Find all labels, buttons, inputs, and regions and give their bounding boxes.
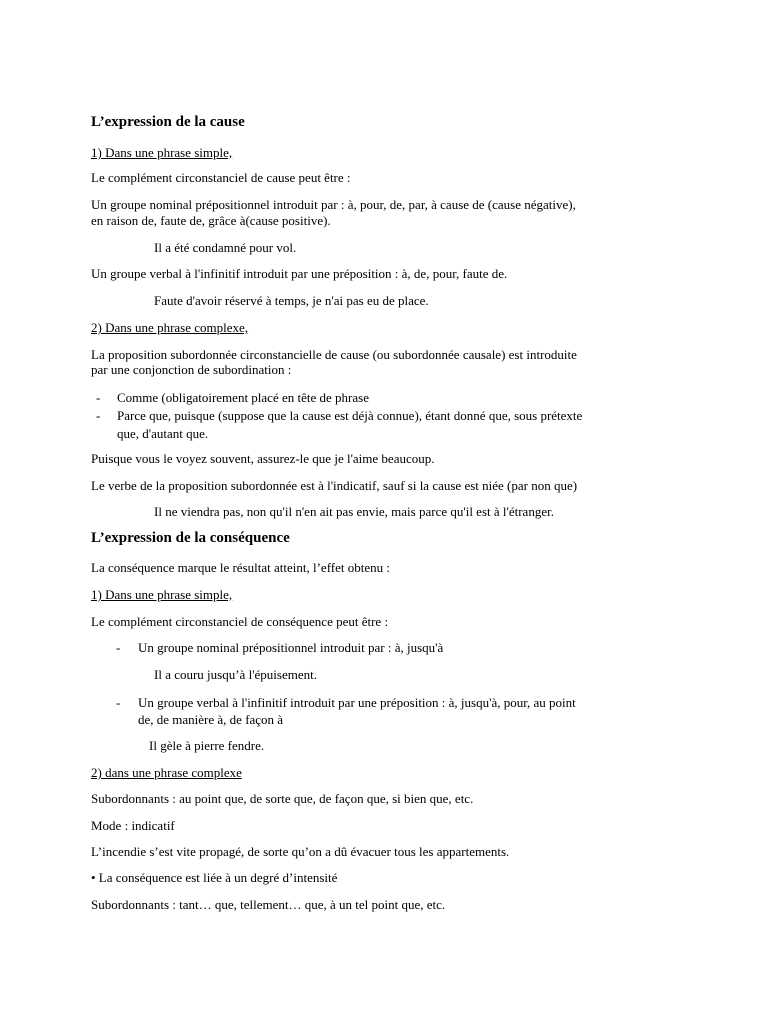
bullet-dash: - xyxy=(96,390,101,405)
cause-bullet-1: Comme (obligatoirement placé en tête de phrase xyxy=(117,390,369,405)
cause-nominal-line2: en raison de, faute de, grâce à(cause positive). xyxy=(91,213,331,228)
consequence-simple-heading: 1) Dans une phrase simple, xyxy=(91,587,233,602)
consequence-intensity: • La conséquence est liée à un degré d’intensité xyxy=(91,870,338,885)
cause-prop-line2: par une conjonction de subordination : xyxy=(91,362,292,377)
consequence-intro: La conséquence marque le résultat atteint, l’effet obtenu : xyxy=(91,560,390,575)
consequence-title: L’expression de la conséquence xyxy=(91,530,290,546)
cause-complement-intro: Le complément circonstanciel de cause peut être : xyxy=(91,170,351,185)
cause-title: L’expression de la cause xyxy=(91,114,245,130)
cause-bullet-2-line2: que, d'autant que. xyxy=(117,426,209,441)
consequence-subordonnants-2: Subordonnants : tant… que, tellement… que, à un tel point que, etc. xyxy=(91,897,446,912)
consequence-example-1: Il a couru jusqu’à l'épuisement. xyxy=(154,667,317,682)
cause-verb-note: Le verbe de la proposition subordonnée est à l'indicatif, sauf si la cause est niée (par non que) xyxy=(91,478,578,493)
bullet-dash: - xyxy=(96,408,101,423)
bullet-dash: - xyxy=(116,640,121,655)
consequence-nominal: Un groupe nominal prépositionnel introduit par : à, jusqu'à xyxy=(138,640,444,655)
consequence-complex-heading: 2) dans une phrase complexe xyxy=(91,765,242,780)
cause-complex-heading: 2) Dans une phrase complexe, xyxy=(91,320,249,335)
consequence-verbal-line1: Un groupe verbal à l'infinitif introduit par une préposition : à, jusqu'à, pour, au point xyxy=(138,695,576,710)
bullet-dash: - xyxy=(116,695,121,710)
cause-example-1: Il a été condamné pour vol. xyxy=(154,240,297,255)
consequence-example-2: Il gèle à pierre fendre. xyxy=(149,738,265,753)
consequence-mode: Mode : indicatif xyxy=(91,818,175,833)
consequence-subordonnants: Subordonnants : au point que, de sorte que, de façon que, si bien que, etc. xyxy=(91,791,474,806)
cause-prop-line1: La proposition subordonnée circonstancielle de cause (ou subordonnée causale) est introduite xyxy=(91,347,577,362)
cause-example-4: Il ne viendra pas, non qu'il n'en ait pas envie, mais parce qu'il est à l'étranger. xyxy=(154,504,554,519)
cause-simple-heading: 1) Dans une phrase simple, xyxy=(91,145,233,160)
consequence-verbal-line2: de, de manière à, de façon à xyxy=(138,712,284,727)
consequence-complement-intro: Le complément circonstanciel de conséquence peut être : xyxy=(91,614,389,629)
cause-example-3: Puisque vous le voyez souvent, assurez-le que je l'aime beaucoup. xyxy=(91,451,435,466)
consequence-example-3: L’incendie s’est vite propagé, de sorte qu’on a dû évacuer tous les appartements. xyxy=(91,844,510,859)
cause-bullet-2-line1: Parce que, puisque (suppose que la cause est déjà connue), étant donné que, sous prétexte xyxy=(117,408,583,423)
cause-nominal-line1: Un groupe nominal prépositionnel introduit par : à, pour, de, par, à cause de (cause négative), xyxy=(91,197,576,212)
cause-example-2: Faute d'avoir réservé à temps, je n'ai pas eu de place. xyxy=(154,293,429,308)
cause-verbal: Un groupe verbal à l'infinitif introduit par une préposition : à, de, pour, faute de. xyxy=(91,266,508,281)
